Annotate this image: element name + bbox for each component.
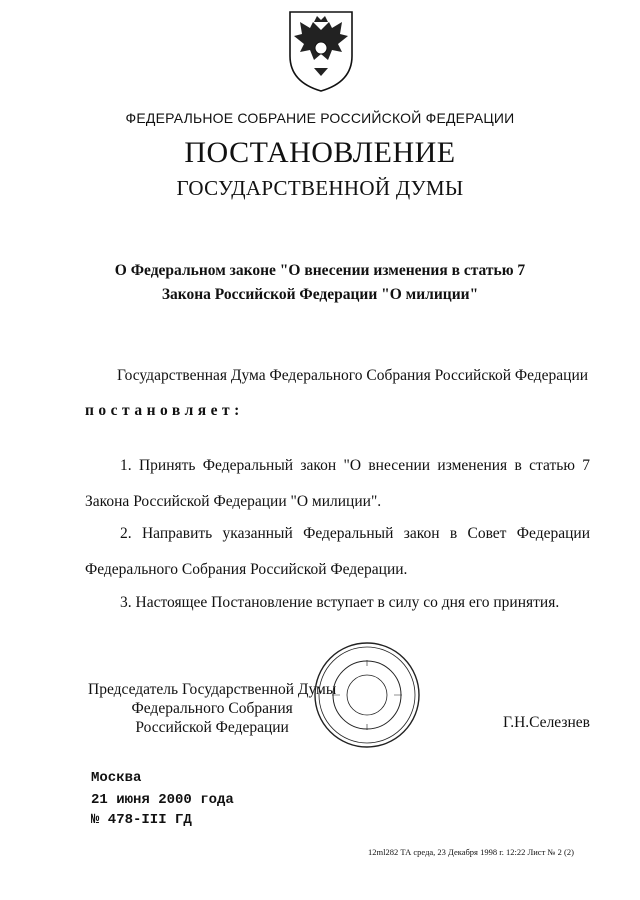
document-number: № 478-III ГД: [91, 812, 192, 828]
signatory-title: [88, 680, 336, 737]
place: Москва: [91, 770, 142, 786]
date: 21 июня 2000 года: [91, 792, 234, 808]
subject-line-2: Закона Российской Федерации "О милиции": [161, 286, 479, 303]
document-subject: [40, 259, 600, 307]
intro-text: Государственная Дума Федерального Собрания Российской Федерации: [117, 367, 589, 384]
resolution-item-3: 3. Настоящее Постановление вступает в силу со дня его принятия.: [120, 594, 560, 611]
resolution-item-1: 1. Принять Федеральный закон "О внесении изменения в статью 7 Закона Российской Федерации "О милиции".: [85, 457, 590, 510]
coat-of-arms-icon: [276, 8, 366, 94]
issuing-body-heading: ГОСУДАРСТВЕННОЙ ДУМЫ: [176, 176, 464, 200]
signatory-title-line-3: Российской Федерации: [135, 719, 289, 736]
document-type-heading: ПОСТАНОВЛЕНИЕ: [184, 136, 456, 169]
signatory-title-line-1: Председатель Государственной Думы: [88, 681, 337, 698]
fax-footer: 12ml282 ТА среда, 23 Декабря 1998 г. 12:22 Лист № 2 (2): [368, 847, 574, 857]
signatory-title-line-2: Федерального Собрания: [131, 700, 293, 717]
assembly-heading: ФЕДЕРАЛЬНОЕ СОБРАНИЕ РОССИЙСКОЙ ФЕДЕРАЦИИ: [125, 110, 515, 126]
resolution-item-2: 2. Направить указанный Федеральный закон в Совет Федерации Федерального Собрания Российской Федерации.: [85, 525, 590, 578]
signatory-name: Г.Н.Селезнев: [503, 714, 590, 731]
round-seal-icon: [312, 640, 422, 750]
decree-word: постановляет:: [85, 402, 244, 419]
subject-line-1: О Федеральном законе "О внесении изменения в статью 7: [114, 262, 526, 279]
